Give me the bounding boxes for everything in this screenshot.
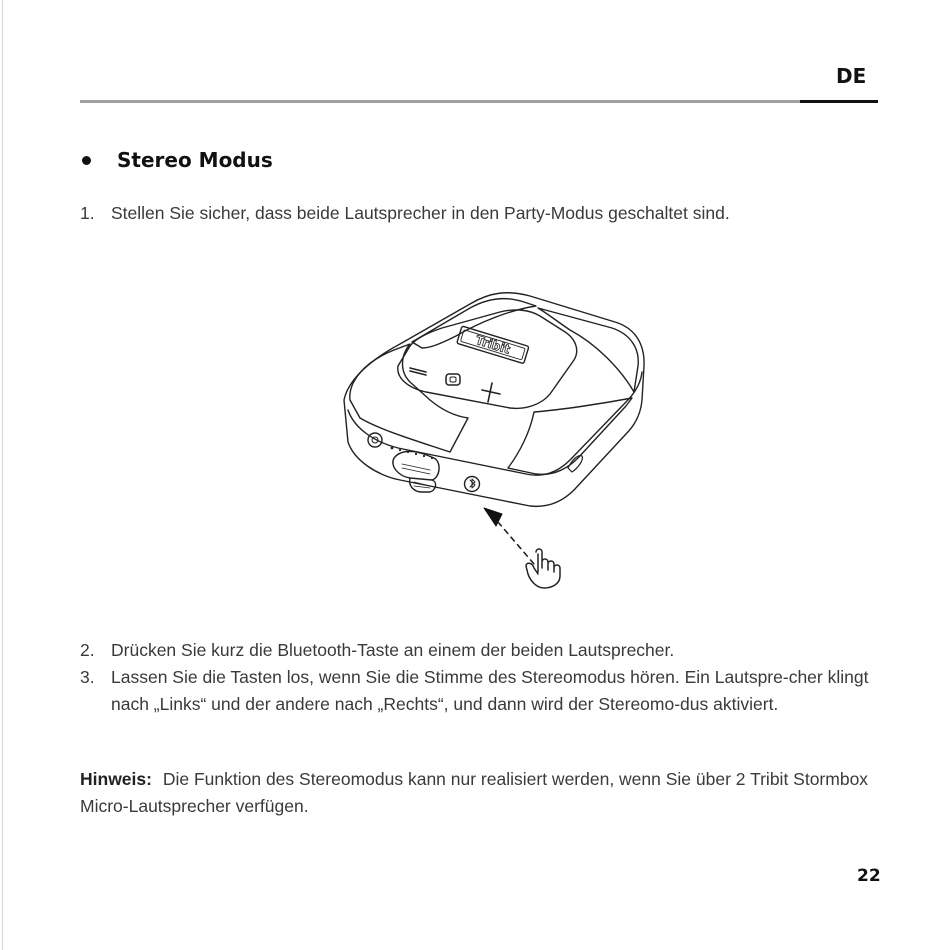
header-rule-accent <box>800 100 878 103</box>
dashed-arrow-icon <box>484 508 534 564</box>
brand-logo: Tribit <box>473 332 512 357</box>
note-label: Hinweis: <box>80 769 152 789</box>
plus-icon <box>482 383 500 402</box>
page-edge <box>2 0 3 950</box>
section-heading-text: Stereo Modus <box>117 148 273 172</box>
header-rule <box>80 100 800 103</box>
pointing-hand-icon <box>526 549 560 588</box>
bullet-icon <box>82 156 91 165</box>
step-3 <box>80 664 880 718</box>
step-number: 1. <box>80 203 95 223</box>
step-text: Stellen Sie sicher, dass beide Lautsprecher in den Party-Modus geschaltet sind. <box>111 203 730 223</box>
play-pause-icon <box>446 374 460 385</box>
step-text: Drücken Sie kurz die Bluetooth-Taste an einem der beiden Lautsprecher. <box>111 640 675 660</box>
step-text: Lassen Sie die Tasten los, wenn Sie die Stimme des Stereomodus hören. Ein Lautspre-cher klingt nach „Links“ und der andere nach „Rechts“, und dann wird der Stereomo-dus aktiviert. <box>111 667 869 714</box>
speaker-illustration <box>330 282 660 592</box>
step-number: 3. <box>80 667 95 687</box>
page-number: 22 <box>857 866 881 886</box>
section-heading <box>80 148 273 172</box>
note-text: Die Funktion des Stereomodus kann nur realisiert werden, wenn Sie über 2 Tribit Stormbox Micro-Lautsprecher verfügen. <box>80 769 869 816</box>
step-number: 2. <box>80 640 95 660</box>
minus-icon <box>410 368 426 375</box>
step-1 <box>80 200 880 227</box>
step-2 <box>80 637 880 664</box>
language-tag: DE <box>836 64 867 88</box>
note <box>80 766 870 820</box>
bluetooth-button-icon <box>465 477 480 492</box>
